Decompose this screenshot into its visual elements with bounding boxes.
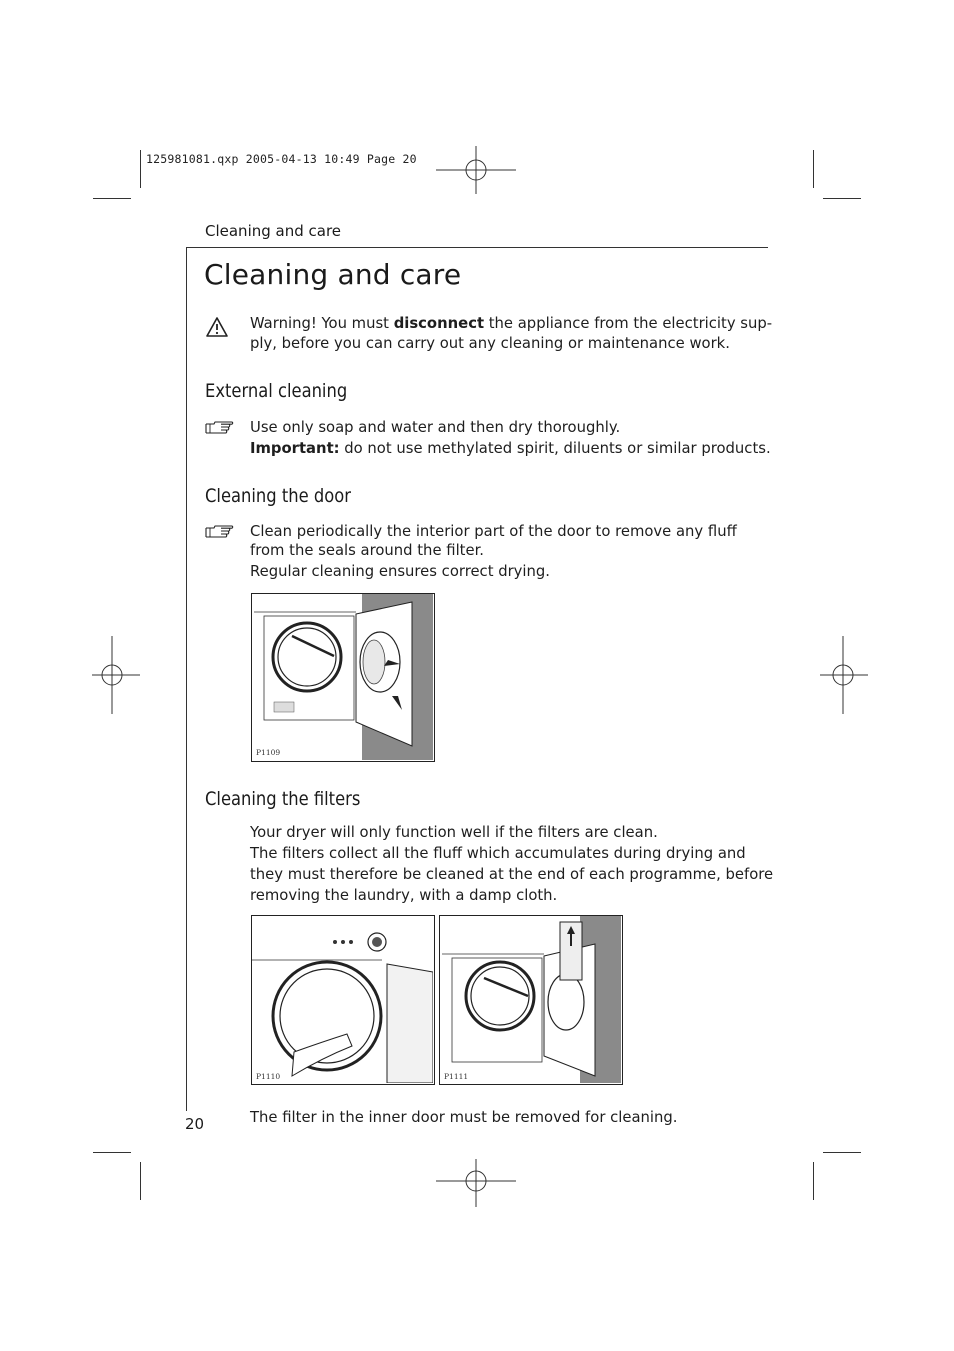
figure-door-cleaning (251, 593, 435, 762)
cleaning-door-line2: from the seals around the filter. (250, 542, 485, 559)
registration-mark-icon (436, 1159, 516, 1207)
important-text: do not use methylated spirit, diluents or similar products. (339, 440, 771, 457)
figure-label-p1109: P1109 (256, 748, 281, 757)
cleaning-filters-line2: The filters collect all the fluff which accumulates during drying and (250, 845, 746, 862)
heading-cleaning-filters: Cleaning the filters (205, 788, 361, 810)
running-header: Cleaning and care (205, 222, 342, 240)
margin-rule (186, 247, 187, 1111)
print-slug: 125981081.qxp 2005-04-13 10:49 Page 20 (146, 152, 417, 166)
registration-mark-icon (436, 146, 516, 194)
registration-mark-icon (820, 636, 868, 714)
figure-label-p1110: P1110 (256, 1072, 281, 1081)
figure-filter-removal (439, 915, 623, 1085)
external-cleaning-line1: Use only soap and water and then dry thoroughly. (250, 419, 621, 436)
filters-caption: The filter in the inner door must be removed for cleaning. (250, 1109, 678, 1126)
cleaning-filters-line1: Your dryer will only function well if the filters are clean. (250, 824, 658, 841)
cleaning-filters-text (250, 822, 773, 906)
warning-triangle-icon (205, 316, 229, 338)
cleaning-door-text (250, 522, 737, 582)
external-cleaning-text (250, 418, 771, 459)
figure-label-p1111: P1111 (444, 1072, 469, 1081)
warning-line1-rest: the appliance from the electricity sup- (484, 315, 773, 332)
warning-prefix: Warning! You must (250, 315, 394, 332)
warning-bold: disconnect (393, 315, 485, 332)
figure-filter-wiping (251, 915, 435, 1085)
page-title: Cleaning and care (204, 258, 462, 291)
warning-text (250, 314, 772, 354)
registration-mark-icon (92, 636, 140, 714)
pointing-hand-icon (204, 524, 234, 540)
pointing-hand-icon (204, 420, 234, 436)
page-number: 20 (185, 1115, 205, 1133)
heading-external-cleaning: External cleaning (205, 380, 348, 402)
cleaning-door-line3: Regular cleaning ensures correct drying. (250, 563, 551, 580)
cleaning-filters-line3: they must therefore be cleaned at the end of each programme, before (250, 866, 774, 883)
cleaning-door-line1: Clean periodically the interior part of the door to remove any fluff (250, 523, 737, 540)
cleaning-filters-line4: removing the laundry, with a damp cloth. (250, 887, 558, 904)
warning-line2: ply, before you can carry out any cleaning or maintenance work. (250, 335, 730, 352)
header-rule (186, 247, 768, 248)
important-label: Important: (250, 440, 340, 457)
heading-cleaning-door: Cleaning the door (205, 485, 351, 507)
